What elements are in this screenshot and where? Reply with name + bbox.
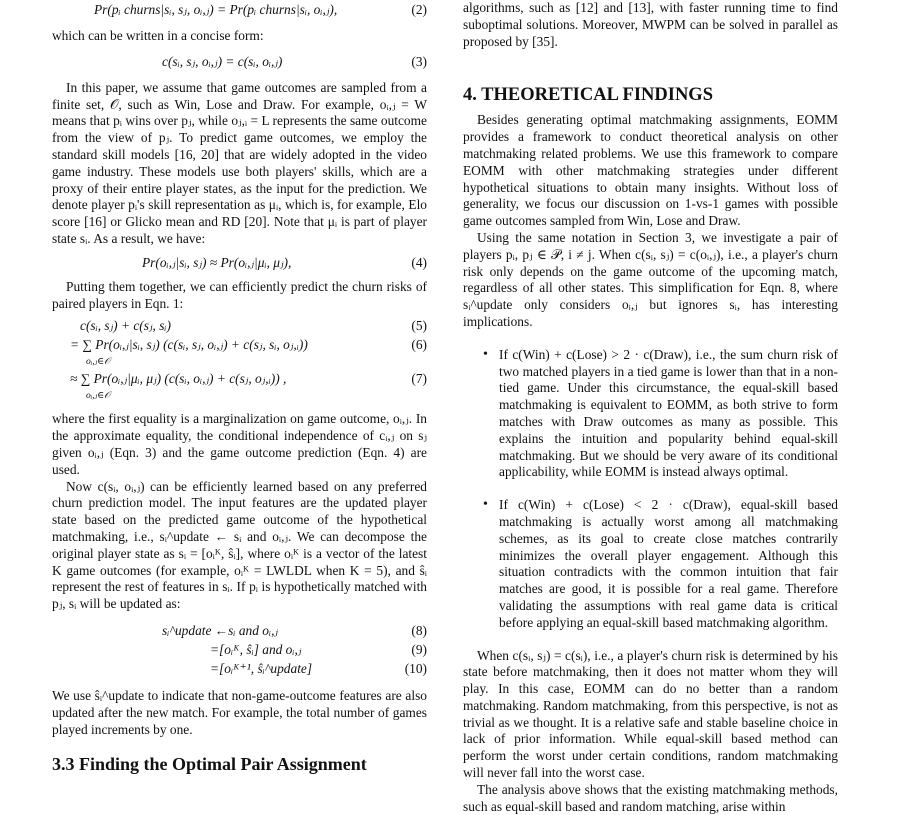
equation-6	[52, 337, 427, 371]
equation-4	[52, 255, 427, 272]
equation-body: ≈ ∑ Pr(oᵢ,ⱼ|μᵢ, μⱼ) (c(sᵢ, oᵢ,ⱼ) + c(sⱼ, oⱼ,ᵢ)) ,	[70, 371, 287, 387]
equation-9	[52, 642, 427, 659]
equation-7	[52, 371, 427, 405]
equation-3	[52, 54, 427, 71]
bullet-icon: •	[483, 346, 488, 362]
paragraph: The analysis above shows that the existing matchmaking methods, such as equal-skill based and random matching, arise within	[463, 781, 838, 814]
right-column	[463, 0, 838, 815]
equation-number: (9)	[411, 641, 427, 657]
equation-10	[52, 661, 427, 678]
paragraph: Now c(sᵢ, oᵢ,ⱼ) can be efficiently learned based on any preferred churn prediction model. The input features are the updated player state based on the predicted game outcome of the hypothetical matchmaking, i.e., sᵢ^update ← sᵢ and oᵢ,ⱼ. We can decompose the original player state as sᵢ = [oᵢᴷ, ŝᵢ], where oᵢᴷ is a vector of the latest K game outcomes (for example, oᵢᴷ = LWLDL when K = 5), and ŝᵢ represent the rest of features in sᵢ. If pᵢ is hypothetically matched with pⱼ, sᵢ will be updated as:	[52, 478, 427, 612]
equation-number: (6)	[411, 337, 427, 353]
left-column	[52, 0, 427, 775]
equation-number: (4)	[411, 254, 427, 270]
equation-2	[52, 2, 427, 19]
paragraph: which can be written in a concise form:	[52, 28, 264, 43]
equation-body: c(sᵢ, sⱼ, oᵢ,ⱼ) = c(sᵢ, oᵢ,ⱼ)	[162, 53, 283, 69]
paragraph: Using the same notation in Section 3, we investigate a pair of players pᵢ, pⱼ ∈ 𝒫, i ≠ j. When c(sᵢ, sⱼ) = c(oᵢ,ⱼ), i.e., a player's churn risk only depends on the game outcome of the upcoming match, regardless of all other states. This simplification for Eqn. 8, where sᵢ^update only considers oᵢ,ⱼ but ignores sᵢ, has interesting implications.	[463, 229, 838, 329]
equation-body: =[oᵢᴷ, ŝᵢ] and oᵢ,ⱼ	[210, 641, 302, 657]
equation-number: (3)	[411, 53, 427, 69]
list-item-text: If c(Win) + c(Lose) > 2 · c(Draw), i.e., the sum churn risk of two matched players in a tied game is lower than that in a non-tied game. Under this circumstance, the equal-skill based matchmaking is equivalent to EOMM, as both strive to form matches with Draw outcomes as many as possible. This explains the intuition and popularity behind equal-skill matchmaking. But we should be very aware of its conditional applicability, while EOMM is instead always optimal.	[499, 346, 838, 480]
list-item-text: If c(Win) + c(Lose) < 2 · c(Draw), equal-skill based matchmaking is actually worst among all matchmaking schemes, as its goal to create close matches contrarily minimizes the overall player engagement. Although this situation contradicts with the common intuition that fair matches are good, it is possible for a real game. Therefore validating the assumptions with real game data is critical before applying an equal-skill based matchmaking algorithm.	[499, 497, 838, 630]
bullet-list	[463, 347, 838, 632]
equation-body: =[oᵢᴷ⁺¹, ŝᵢ^update]	[210, 660, 313, 676]
paragraph: where the first equality is a marginalization on game outcome, oᵢ,ⱼ. In the approximate equality, the conditional independence of cᵢ,ⱼ on sⱼ given oᵢ,ⱼ (Eqn. 3) and the game outcome prediction (Eqn. 4) are used.	[52, 411, 427, 477]
equation-body: c(sᵢ, sⱼ) + c(sⱼ, sᵢ)	[80, 318, 172, 334]
equation-body: Pr(oᵢ,ⱼ|sᵢ, sⱼ) ≈ Pr(oᵢ,ⱼ|μᵢ, μⱼ),	[142, 254, 292, 270]
paragraph: When c(sᵢ, sⱼ) = c(sᵢ), i.e., a player's churn risk is determined by his state before matchmaking, then it does not matter whom they will play. In this case, EOMM can do no better than a random matchmaking. Random matchmaking, from this perspective, is not as trivial as we thought. It is a relative safe and stable baseline choice in lack of prior information. While equal-skill based method can perform the worst under certain conditions, random matchmaking will never fall into the worst case.	[463, 647, 838, 781]
paragraph: In this paper, we assume that game outcomes are sampled from a finite set, 𝒪, such as Win, Lose and Draw. For example, oᵢ,ⱼ = W means that pᵢ wins over pⱼ, while oⱼ,ᵢ = L represents the same outcome from the view of pⱼ. To predict game outcomes, we employ the standard skill models [16, 20] that are widely adopted in the video game industry. These models use both players' skills, which are a proxy of their entire player states, as the input for the prediction. We denote player pᵢ's skill representation as μᵢ, which is, for example, Elo score [16] or Glicko mean and RD [20]. Note that μᵢ is part of player state sᵢ. As a result, we have:	[52, 79, 427, 246]
equation-5	[52, 318, 427, 335]
paragraph: Besides generating optimal matchmaking assignments, EOMM provides a framework to conduct theoretical analysis on other matchmaking related problems. We use this framework to compare EOMM with other matchmaking strategies under different hypothetical situations to obtain many insights. Without loss of generality, we focus our discussion on 1-vs-1 games with possible game outcomes sampled from Win, Lose and Draw.	[463, 112, 838, 229]
equation-number: (8)	[411, 622, 427, 638]
list-item	[463, 497, 838, 631]
section-heading: 3.3 Finding the Optimal Pair Assignment	[52, 754, 367, 775]
paragraph: We use ŝᵢ^update to indicate that non-game-outcome features are also updated after the new match. For example, the total number of games played increments by one.	[52, 687, 427, 737]
equation-body: Pr(pᵢ churns|sᵢ, sⱼ, oᵢ,ⱼ) = Pr(pᵢ churns|sᵢ, oᵢ,ⱼ),	[94, 2, 338, 17]
equation-number: (7)	[411, 371, 427, 387]
equation-8	[52, 623, 427, 640]
list-item	[463, 347, 838, 481]
equation-body: sᵢ^update ←sᵢ and oᵢ,ⱼ	[162, 622, 278, 638]
equation-body: = ∑ Pr(oᵢ,ⱼ|sᵢ, sⱼ) (c(sᵢ, sⱼ, oᵢ,ⱼ) + c(sⱼ, sᵢ, oⱼ,ᵢ))	[70, 337, 308, 353]
equation-subscript: oᵢ,ⱼ∈𝒪	[86, 357, 111, 368]
paragraph: algorithms, such as [12] and [13], with faster running time to find suboptimal solutions. Moreover, MWPM can be solved in parallel as proposed by [35].	[463, 0, 838, 49]
equation-subscript: oᵢ,ⱼ∈𝒪	[86, 391, 111, 402]
equation-number: (5)	[411, 318, 427, 334]
paragraph: Putting them together, we can efficiently predict the churn risks of paired players in Eqn. 1:	[52, 278, 427, 311]
equation-number: (2)	[411, 2, 427, 17]
equation-number: (10)	[404, 660, 427, 676]
bullet-icon: •	[483, 497, 488, 513]
section-heading: 4. THEORETICAL FINDINGS	[463, 85, 713, 106]
